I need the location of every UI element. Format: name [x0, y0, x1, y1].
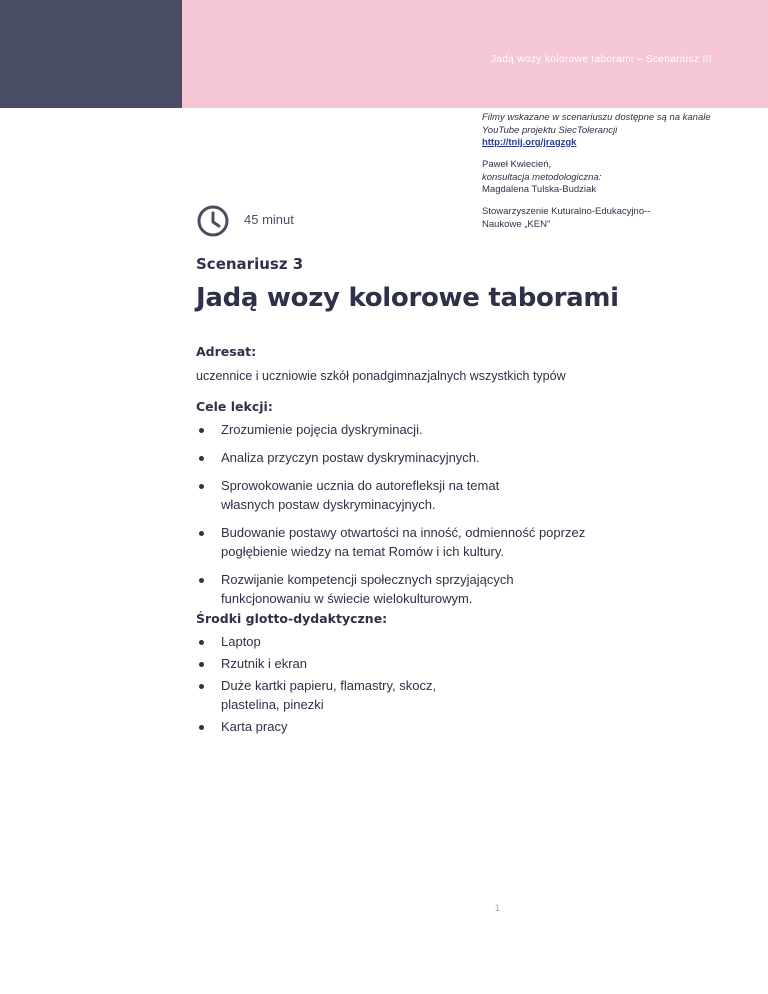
films-note-text: Filmy wskazane w scenariuszu dostępne są na kanale YouTube projektu SiecTolerancji	[482, 112, 711, 136]
author-name: Paweł Kwiecień,	[482, 159, 552, 170]
goals-heading: Cele lekcji:	[196, 399, 273, 414]
list-item: Rozwijanie kompetencji społecznych sprzyjających funkcjonowaniu w świecie wielokulturowym.	[196, 570, 551, 608]
list-item: Rzutnik i ekran	[196, 654, 496, 673]
list-item: Budowanie postawy otwartości na inność, odmienność poprzez pogłębienie wiedzy na temat Romów i ich kultury.	[196, 523, 626, 561]
consultant-name: Magdalena Tulska-Budziak	[482, 184, 597, 195]
recipient-heading: Adresat:	[196, 344, 257, 359]
header-dark-block	[0, 0, 182, 108]
list-item: Zrozumienie pojęcia dyskryminacji.	[196, 420, 626, 439]
films-note	[482, 112, 712, 150]
consult-role: konsultacja metodologiczna:	[482, 171, 602, 183]
list-item: Karta pracy	[196, 717, 496, 736]
recipient-text: uczennice i uczniowie szkół ponadgimnazjalnych wszystkich typów	[196, 369, 566, 383]
organization: Stowarzyszenie Kuturalno-Edukacyjno--Naukowe „KEN"	[482, 206, 651, 230]
list-item: Duże kartki papieru, flamastry, skocz, plastelina, pinezki	[196, 676, 471, 714]
list-item: Sprowokowanie ucznia do autorefleksji na temat własnych postaw dyskryminacyjnych.	[196, 476, 521, 514]
running-header: Jadą wozy kolorowe taborami – Scenariusz III	[490, 54, 712, 65]
films-link[interactable]: http://tnij.org/jragzgk	[482, 137, 577, 148]
clock-icon	[196, 204, 230, 238]
duration: 45 minut	[244, 212, 294, 227]
list-item: Laptop	[196, 632, 496, 651]
goals-list	[196, 420, 626, 617]
authors-block	[482, 159, 712, 197]
page-title: Jadą wozy kolorowe taborami	[196, 283, 619, 313]
scenario-number: Scenariusz 3	[196, 255, 304, 273]
page-number: 1	[495, 903, 501, 913]
materials-list	[196, 632, 496, 739]
list-item: Analiza przyczyn postaw dyskryminacyjnych.	[196, 448, 626, 467]
materials-heading: Środki glotto-dydaktyczne:	[196, 611, 388, 626]
